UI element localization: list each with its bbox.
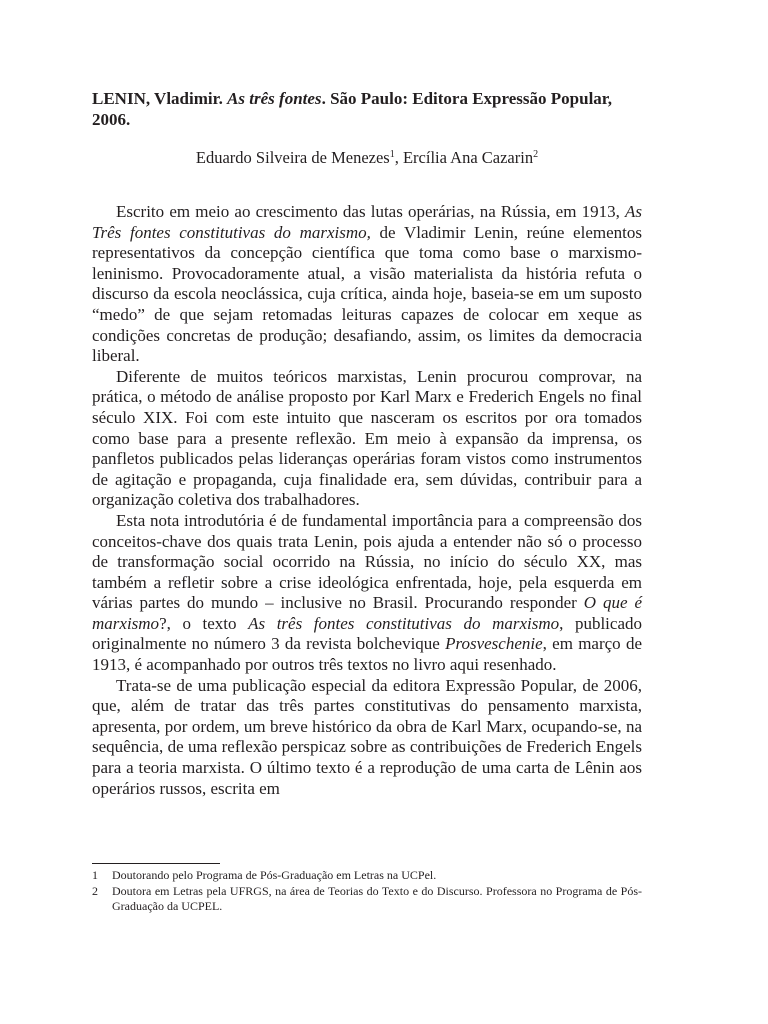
footnote-2 bbox=[92, 884, 642, 914]
review-body bbox=[92, 202, 642, 799]
paragraph-3-text-g: , em março de 1913, é acompanhado por outros três textos no livro aqui resenhado. bbox=[92, 634, 642, 675]
paragraph-1-text-c: de Vladimir Lenin, reúne elementos representativos da concepção científica que toma como base o marxismo-leninismo. Provocadoramente atual, a visão materialista da história refuta o discurso da escola neoclássica, cuja crítica, ainda hoje, baseia-se em um suposto “medo” de que sejam retomadas leituras capazes de colocar em xeque as condições concretas de produção; desafiando, assim, os limites da democracia liberal. bbox=[92, 222, 642, 366]
author-1: Eduardo Silveira de Menezes bbox=[195, 148, 390, 167]
paragraph-3-italic-title: As três fontes constitutivas do marxismo bbox=[248, 613, 560, 633]
paragraph-1-italic-title: As Três fontes constitutivas do marxismo, bbox=[92, 202, 642, 242]
footnote-number: 2 bbox=[92, 884, 98, 898]
authors-line bbox=[92, 147, 642, 168]
paragraph-3 bbox=[92, 511, 642, 676]
footnote-text: Doutora em Letras pela UFRGS, na área de Teorias do Texto e do Discurso. Professora no Programa de Pós-Graduação da UCPEL. bbox=[112, 884, 642, 913]
reference-publication: . São Paulo: Editora Expressão Popular, 2006. bbox=[92, 89, 613, 129]
paragraph-1 bbox=[92, 202, 642, 367]
paragraph-3-text-a: Esta nota introdutória é de fundamental importância para a compreensão dos conceitos-chave dos quais trata Lenin, pois ajuda a entender não só o processo de transformação social ocorrido na Rússia, no início do século XX, mas também a refletir sobre a crise ideológica enfrentada, hoje, pela esquerda em várias partes do mundo – inclusive no Brasil. Procurando responder bbox=[92, 510, 642, 613]
footnotes bbox=[92, 868, 642, 915]
paragraph-2: Diferente de muitos teóricos marxistas, Lenin procurou comprovar, na prática, o método de análise proposto por Karl Marx e Frederich Engels no final século XIX. Foi com este intuito que nasceram os escritos por ora tomados como base para a presente reflexão. Em meio à expansão da imprensa, os panfletos publicados pelas lideranças operárias foram vistos como instrumentos de agitação e propaganda, cuja finalidade era, sem dúvidas, contribuir para a organização coletiva dos trabalhadores. bbox=[92, 366, 642, 510]
footnote-mark-1[interactable]: 1 bbox=[389, 149, 395, 160]
footnote-mark-2[interactable]: 2 bbox=[533, 149, 539, 160]
paragraph-4: Trata-se de uma publicação especial da editora Expressão Popular, de 2006, que, além de tratar das três partes constitutivas do pensamento marxista, apresenta, por ordem, um breve histórico da obra de Karl Marx, ocupando-se, na sequência, de uma reflexão perspicaz sobre as contribuições de Frederich Engels para a teoria marxista. O último texto é a reprodução de uma carta de Lênin aos operários russos, escrita em bbox=[92, 675, 642, 798]
paragraph-3-text-e: , publicado originalmente no número 3 da revista bolchevique bbox=[92, 613, 642, 654]
footnote-number: 1 bbox=[92, 868, 98, 882]
paragraph-3-italic-journal: Prosveschenie bbox=[445, 634, 543, 654]
footnote-divider bbox=[92, 863, 220, 864]
paragraph-1-text-a: Escrito em meio ao crescimento das lutas operárias, na Rússia, em 1913, bbox=[116, 202, 625, 221]
paragraph-3-italic-question: O que é marxismo bbox=[92, 593, 642, 633]
paragraph-3-text-c: ?, o texto bbox=[159, 613, 249, 633]
author-2: Ercília Ana Cazarin bbox=[402, 148, 534, 167]
reference-title: As três fontes bbox=[227, 89, 322, 108]
author-separator: , bbox=[394, 148, 403, 167]
review-page bbox=[92, 88, 642, 799]
footnote-1 bbox=[92, 868, 642, 883]
footnote-text: Doutorando pelo Programa de Pós-Graduação em Letras na UCPel. bbox=[112, 868, 437, 882]
bibliographic-reference bbox=[92, 88, 642, 130]
reference-author: LENIN, Vladimir. bbox=[92, 89, 223, 108]
